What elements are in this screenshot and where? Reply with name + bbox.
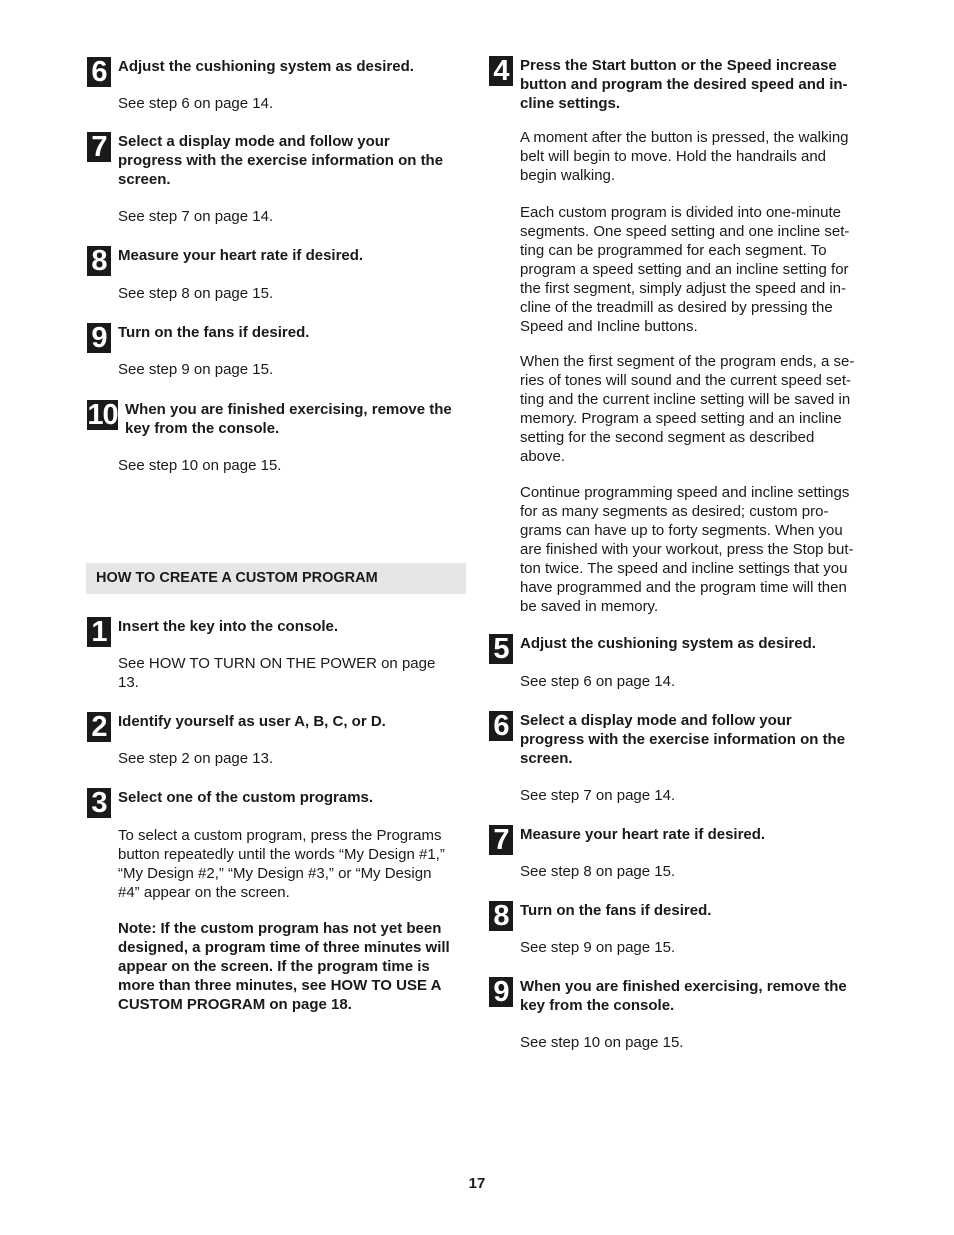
step-body: See step 8 on page 15. [520, 863, 676, 880]
section-header-bar [86, 563, 466, 594]
step-body: See step 10 on page 15. [520, 1034, 684, 1051]
step-number-badge: 5 [489, 634, 513, 664]
page-number: 17 [468, 1175, 486, 1192]
step-heading: Select a display mode and follow your progress with the exercise information on the screen. [520, 712, 846, 767]
step-heading: Adjust the cushioning system as desired. [118, 58, 414, 75]
step-heading: Adjust the cushioning system as desired. [520, 635, 816, 652]
step-paragraph: When the first segment of the program ends, a se- ries of tones will sound and the current speed set- ting and the current incline setting will be saved in memory. Program a speed setting and an incline setting for the second segment as described above. [520, 353, 855, 465]
step-heading: Turn on the fans if desired. [520, 902, 712, 919]
step-body: See step 2 on page 13. [118, 750, 274, 767]
step-body: See step 10 on page 15. [118, 457, 282, 474]
step-body: See step 6 on page 14. [520, 673, 676, 690]
step-number-badge: 2 [87, 712, 111, 742]
step-body: To select a custom program, press the Programs button repeatedly until the words “My Design #1,” “My Design #2,” “My Design #3,” or “My Design #4” appear on the screen. [118, 827, 445, 901]
step-number-badge: 6 [87, 57, 111, 87]
step-heading: Identify yourself as user A, B, C, or D. [118, 713, 386, 730]
step-number-badge: 3 [87, 788, 111, 818]
step-paragraph: Continue programming speed and incline settings for as many segments as desired; custom pro- grams can have up to forty segments. When you are finished with your workout, press the Stop but- ton twice. The speed and incline settings that you have programmed and the program time will then be saved in memory. [520, 484, 854, 615]
step-number-badge: 6 [489, 711, 513, 741]
step-number-badge: 8 [87, 246, 111, 276]
step-heading: Select one of the custom programs. [118, 789, 374, 806]
step-heading: Select a display mode and follow your progress with the exercise information on the screen. [118, 133, 444, 188]
step-body: See step 9 on page 15. [118, 361, 274, 378]
step-paragraph: Each custom program is divided into one-minute segments. One speed setting and one incline set- ting can be programmed for each segment. To program a speed setting and an incline setting for the first segment, simply adjust the speed and in- cline of the treadmill as desired by pressing the Speed and Incline buttons. [520, 204, 850, 335]
step-body: See step 7 on page 14. [118, 208, 274, 225]
step-heading: When you are finished exercising, remove the key from the console. [125, 401, 452, 437]
step-number-badge: 10 [87, 399, 118, 431]
step-number-badge: 9 [87, 323, 111, 353]
step-number-badge: 1 [87, 617, 111, 647]
step-body: See step 7 on page 14. [520, 787, 676, 804]
step-paragraph: A moment after the button is pressed, the walking belt will begin to move. Hold the handrails and begin walking. [520, 129, 849, 184]
step-number-badge: 4 [489, 56, 513, 86]
step-body: See HOW TO TURN ON THE POWER on page 13. [118, 655, 436, 691]
step-heading: When you are finished exercising, remove the key from the console. [520, 978, 847, 1014]
step-body: See step 6 on page 14. [118, 95, 274, 112]
step-body: See step 9 on page 15. [520, 939, 676, 956]
step-heading: Press the Start button or the Speed increase button and program the desired speed and in- cline settings. [520, 57, 848, 112]
step-heading: Turn on the fans if desired. [118, 324, 310, 341]
step-body: See step 8 on page 15. [118, 285, 274, 302]
section-title: HOW TO CREATE A CUSTOM PROGRAM [96, 570, 378, 586]
step-heading: Insert the key into the console. [118, 618, 339, 635]
step-heading: Measure your heart rate if desired. [118, 247, 364, 264]
step-number-badge: 8 [489, 901, 513, 931]
step-heading: Measure your heart rate if desired. [520, 826, 766, 843]
step-number-badge: 7 [489, 825, 513, 855]
step-note: Note: If the custom program has not yet been designed, a program time of three minutes will appear on the screen. If the program time is more than three minutes, see HOW TO USE A CUSTOM PROGRAM on page 18. [118, 920, 450, 1013]
step-number-badge: 7 [87, 132, 111, 162]
step-number-badge: 9 [489, 977, 513, 1007]
